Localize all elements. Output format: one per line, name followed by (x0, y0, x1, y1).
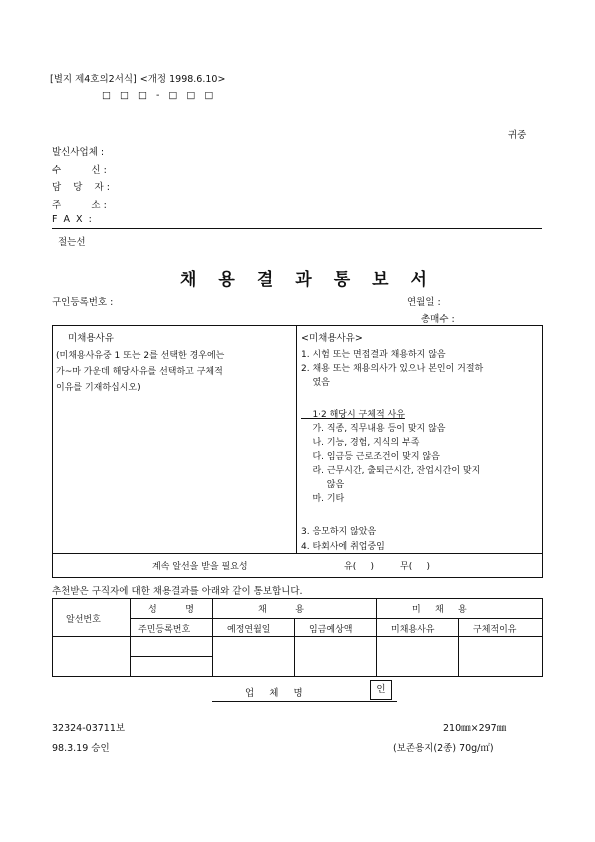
table-header-specific-reason: 구체적이유 (473, 625, 517, 635)
table-col-divider-2 (212, 598, 213, 677)
sender-company-label: 발신사업체 : (52, 147, 105, 158)
reason-item-2-cont: 였음 (301, 378, 330, 388)
notice-text: 추천받은 구직자에 대한 채용결과를 아래와 같이 통보합니다. (52, 586, 303, 597)
table-header-name: 성 명 (148, 605, 194, 615)
right-panel-heading: <미채용사유> (301, 333, 363, 344)
continue-no-field[interactable]: 무( ) (400, 562, 431, 572)
recipient-honorific: 귀중 (508, 130, 527, 141)
job-registration-number-label: 구인등록번호 : (52, 297, 114, 308)
cut-line (52, 228, 542, 229)
total-pages-label: 총매수 : (421, 314, 455, 325)
left-panel-line-1: (미채용사유중 1 또는 2를 선택한 경우에는 (56, 351, 225, 361)
table-header-bottom (52, 636, 543, 637)
table-col-divider-3 (294, 618, 295, 677)
left-panel-line-3: 이유를 기재하십시오) (56, 383, 141, 393)
table-col-divider-5 (458, 618, 459, 677)
table-header-hiring: 채 용 (258, 605, 304, 615)
left-panel-heading: 미채용사유 (68, 333, 114, 344)
document-title: 채용결과통보서 (180, 270, 449, 290)
table-header-placement-number: 알선번호 (66, 615, 101, 625)
reason-item-1: 1. 시험 또는 면접결과 채용하지 않음 (301, 350, 446, 360)
table-col-divider-1 (130, 598, 131, 677)
table-header-nonhire-reason: 미채용사유 (391, 625, 435, 635)
table-header-not-hired: 미 채 용 (412, 605, 467, 615)
left-panel-line-2: 가~마 가운데 해당사유를 선택하고 구체적 (56, 367, 223, 377)
company-name-underline (212, 701, 397, 702)
reason-item-da: 다. 임금등 근로조건이 맞지 않음 (301, 452, 440, 462)
table-header-expected-wage: 임금예상액 (309, 625, 353, 635)
receiver-label: 수 신 : (52, 165, 107, 176)
reason-item-3: 3. 응모하지 않았음 (301, 527, 377, 537)
continue-placement-label: 계속 알선을 받을 필요성 (152, 562, 248, 572)
table-header-planned-date: 예정연월일 (227, 625, 271, 635)
table-name-divider (130, 656, 212, 657)
reason-item-ra-cont: 않음 (301, 480, 345, 490)
form-code: 32324-03711보 (52, 723, 126, 734)
company-name-label: 업 체 명 (245, 688, 303, 699)
continue-row-divider (52, 553, 543, 554)
reason-item-ga: 가. 직종, 직무내용 등이 맞지 않음 (301, 424, 446, 434)
contact-person-label: 담 당 자 : (52, 182, 110, 193)
fax-label: F A X : (52, 214, 92, 225)
reason-item-4: 4. 타회사에 취업중임 (301, 542, 385, 552)
reason-item-ma: 마. 기타 (301, 494, 345, 504)
reason-item-2: 2. 채용 또는 채용의사가 있으나 본인이 거절하 (301, 364, 484, 374)
paper-type: (보존용지(2종) 70g/㎡) (393, 743, 494, 754)
table-header-divider (130, 618, 543, 619)
reason-divider (296, 325, 297, 554)
form-reference: [별지 제4호의2서식] <개정 1998.6.10> (50, 74, 226, 85)
table-col-divider-4 (376, 598, 377, 677)
reason-item-na: 나. 기능, 경험, 지식의 부족 (301, 438, 420, 448)
form-code-boxes: □ □ □ - □ □ □ (102, 90, 217, 101)
date-label: 연월일 : (407, 297, 441, 308)
table-header-registration-number: 주민등록번호 (138, 625, 191, 635)
detail-reason-heading: 1·2 해당시 구체적 사유 (301, 410, 405, 420)
seal-box: 인 (370, 680, 392, 700)
address-label: 주 소 : (52, 200, 107, 211)
continue-yes-field[interactable]: 유( ) (344, 562, 375, 572)
cut-line-label: 절는선 (58, 237, 86, 248)
reason-item-ra: 라. 근무시간, 출퇴근시간, 잔업시간이 맞지 (301, 466, 481, 476)
approval-date: 98.3.19 승인 (52, 743, 110, 754)
paper-size: 210㎜×297㎜ (443, 723, 507, 734)
